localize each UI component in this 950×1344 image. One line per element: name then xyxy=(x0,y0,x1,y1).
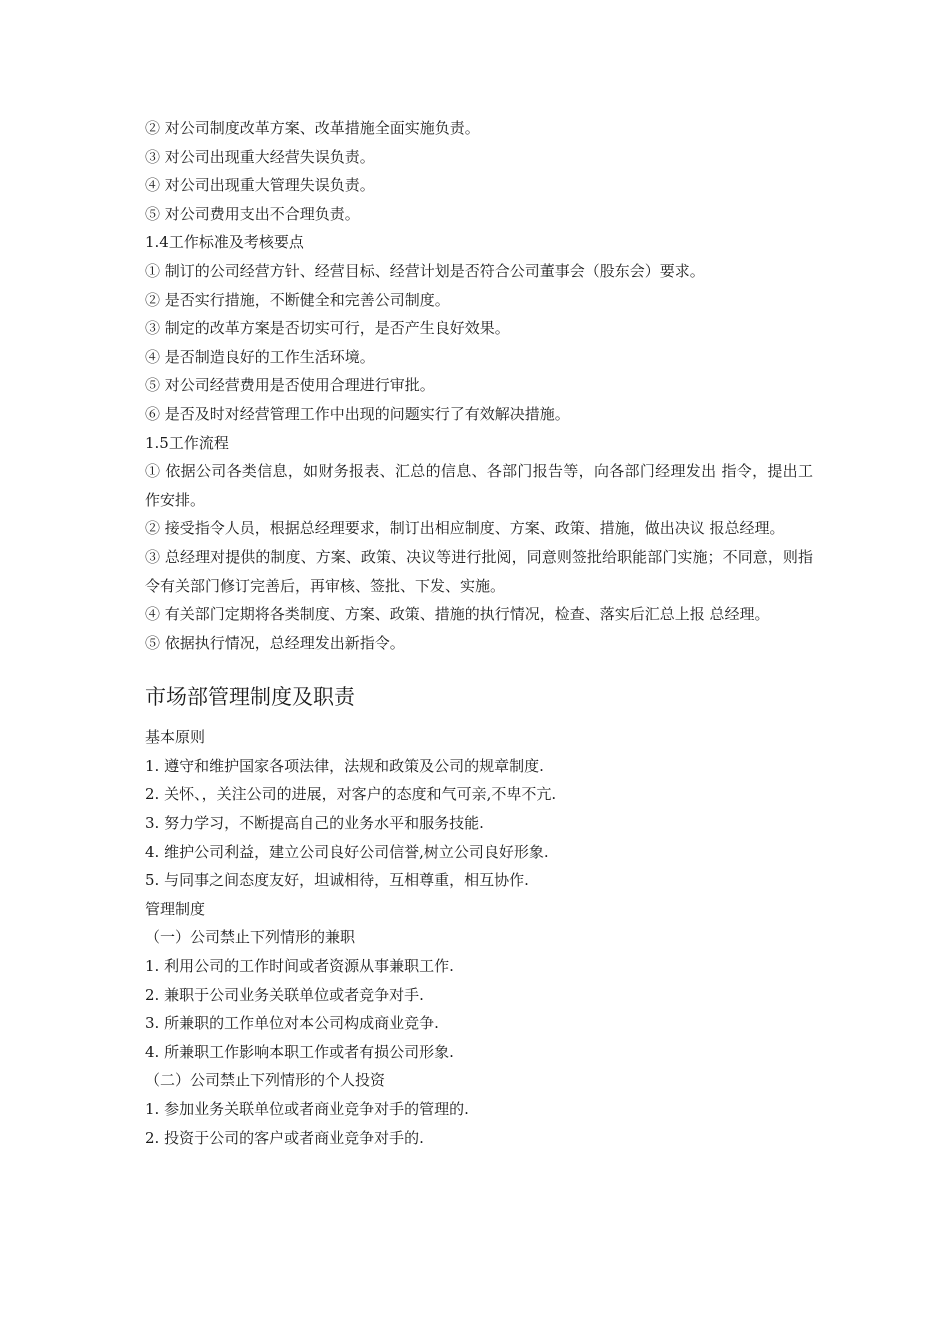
principle-item-3: 3. 努力学习，不断提高自己的业务水平和服务技能. xyxy=(145,814,484,833)
standard-item-1: ① 制订的公司经营方针、经营目标、经营计划是否符合公司董事会（股东会）要求。 xyxy=(145,261,705,280)
standard-item-5: ⑤ 对公司经营费用是否使用合理进行审批。 xyxy=(145,376,435,395)
responsibility-item-3: ③ 对公司出现重大经营失误负责。 xyxy=(145,147,375,166)
part-time-item-1: 1. 利用公司的工作时间或者资源从事兼职工作. xyxy=(145,957,454,976)
standard-item-2: ② 是否实行措施，不断健全和完善公司制度。 xyxy=(145,290,450,309)
section-heading-1-4: 1.4工作标准及考核要点 xyxy=(145,233,304,252)
chapter-title: 市场部管理制度及职责 xyxy=(145,685,355,710)
document-page xyxy=(145,114,813,1152)
standard-item-6: ⑥ 是否及时对经营管理工作中出现的问题实行了有效解决措施。 xyxy=(145,404,570,423)
principle-item-2: 2. 关怀、，关注公司的进展，对客户的态度和气可亲,不卑不亢. xyxy=(145,785,557,804)
flow-item-1: ① 依据公司各类信息，如财务报表、汇总的信息、各部门报告等，向各部门经理发出 指令，提出工作安排。 xyxy=(145,462,813,509)
part-time-item-2: 2. 兼职于公司业务关联单位或者竞争对手. xyxy=(145,985,424,1004)
responsibility-item-5: ⑤ 对公司费用支出不合理负责。 xyxy=(145,204,360,223)
part-time-item-3: 3. 所兼职的工作单位对本公司构成商业竞争. xyxy=(145,1014,439,1033)
responsibility-item-2: ② 对公司制度改革方案、改革措施全面实施负责。 xyxy=(145,119,480,137)
flow-item-5: ⑤ 依据执行情况，总经理发出新指令。 xyxy=(145,633,405,652)
principle-item-4: 4. 维护公司利益，建立公司良好公司信誉,树立公司良好形象. xyxy=(145,842,549,861)
section-gap xyxy=(145,657,813,677)
responsibility-item-4: ④ 对公司出现重大管理失误负责。 xyxy=(145,176,375,195)
flow-item-4: ④ 有关部门定期将各类制度、方案、政策、措施的执行情况，检查、落实后汇总上报 总经理。 xyxy=(145,605,770,624)
subsection-title-2: （二）公司禁止下列情形的个人投资 xyxy=(145,1071,386,1090)
standard-item-4: ④ 是否制造良好的工作生活环境。 xyxy=(145,347,375,366)
investment-item-1: 1. 参加业务关联单位或者商业竞争对手的管理的. xyxy=(145,1100,469,1118)
subsection-title-1: （一）公司禁止下列情形的兼职 xyxy=(145,928,356,947)
flow-item-3: ③ 总经理对提供的制度、方案、政策、决议等进行批阅，同意则签批给职能部门实施；不同意，则指令有关部门修订完善后，再审核、签批、下发、实施。 xyxy=(145,547,813,595)
section-heading-1-5: 1.5工作流程 xyxy=(145,433,229,452)
part-time-item-4: 4. 所兼职工作影响本职工作或者有损公司形象. xyxy=(145,1042,454,1061)
principle-item-5: 5. 与同事之间态度友好，坦诚相待，互相尊重，相互协作. xyxy=(145,871,529,890)
basic-principles-title: 基本原则 xyxy=(145,728,206,747)
principle-item-1: 1. 遵守和维护国家各项法律，法规和政策及公司的规章制度. xyxy=(145,756,544,775)
investment-item-2: 2. 投资于公司的客户或者商业竞争对手的. xyxy=(145,1128,424,1147)
management-rules-title: 管理制度 xyxy=(145,899,206,918)
flow-item-2: ② 接受指令人员，根据总经理要求，制订出相应制度、方案、政策、措施，做出决议 报总经理。 xyxy=(145,519,785,538)
standard-item-3: ③ 制定的改革方案是否切实可行，是否产生良好效果。 xyxy=(145,319,510,338)
